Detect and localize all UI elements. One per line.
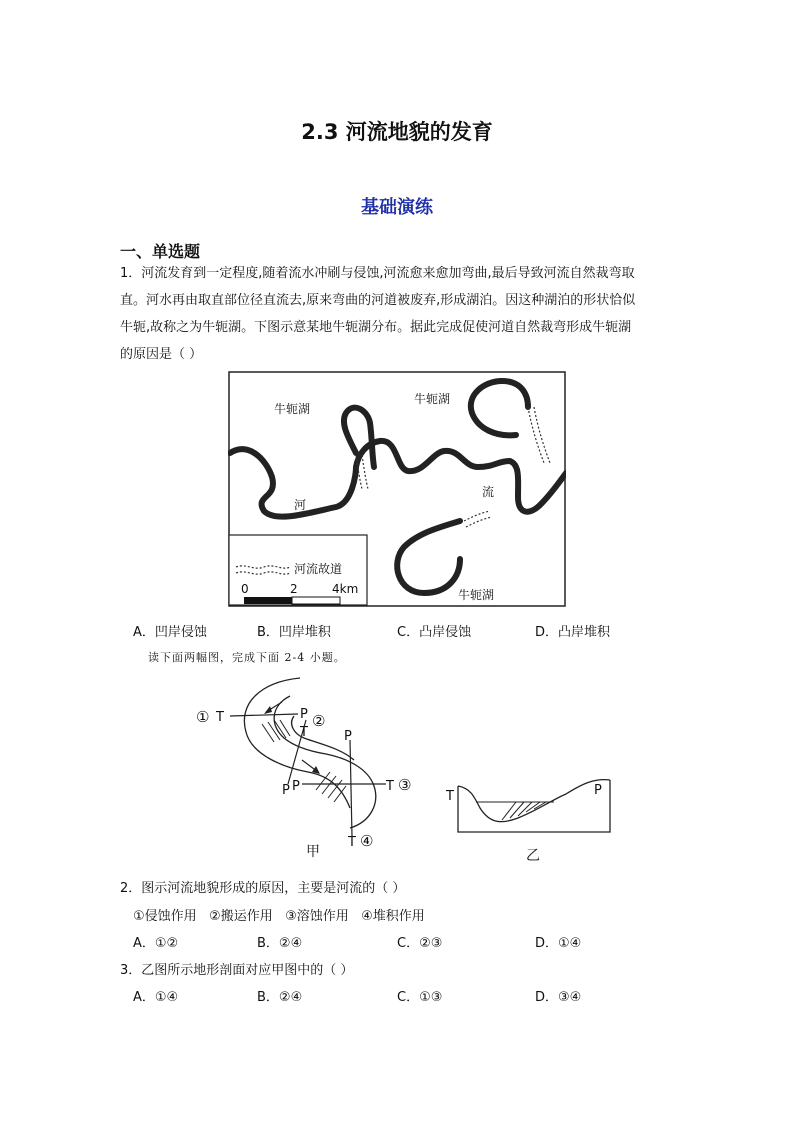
q1-line-1: 1．河流发育到一定程度,随着流水冲刷与侵蚀,河流愈来愈加弯曲,最后导致河流自然裁弯取: [120, 266, 635, 281]
label-he: 河: [294, 498, 307, 512]
yi-deposit-hatch: [502, 802, 546, 820]
label-circle-4: ④: [360, 832, 374, 850]
section-line-4: [350, 740, 352, 836]
yi-terrain: [458, 780, 610, 822]
label-p2: P: [282, 783, 290, 798]
q1-option-c[interactable]: C．凸岸侵蚀: [397, 625, 472, 640]
section-line-1: [230, 714, 298, 716]
q2-stem: 2．图示河流地貌形成的原因，主要是河流的（ ）: [120, 881, 406, 896]
q3-option-d[interactable]: D．③④: [535, 990, 582, 1005]
reading-note: 读下面两幅图，完成下面 2-4 小题。: [148, 651, 346, 664]
q2-option-d[interactable]: D．①④: [535, 936, 582, 951]
legend-old-channel: 河流故道: [294, 562, 343, 576]
label-p3: P: [292, 779, 300, 794]
page-title: 2.3 河流地貌的发育: [301, 120, 493, 144]
q2-items: ①侵蚀作用 ②搬运作用 ③溶蚀作用 ④堆积作用: [133, 909, 425, 924]
label-yi-t: T: [446, 789, 454, 804]
q1-option-d[interactable]: D．凸岸堆积: [535, 625, 611, 640]
label-yi: 乙: [526, 848, 540, 864]
section-heading: 一、单选题: [120, 242, 201, 261]
scale-0: 0: [241, 582, 249, 596]
label-liu: 流: [482, 485, 495, 499]
label-oxbow-2: 牛轭湖: [414, 392, 451, 406]
label-p1: P: [300, 707, 308, 722]
q2-option-b[interactable]: B．②④: [257, 936, 303, 951]
jia-deposit-hatch-2: [316, 772, 346, 802]
label-t3: T: [386, 779, 394, 794]
label-oxbow-3: 牛轭湖: [458, 588, 495, 602]
label-t4: T: [348, 835, 356, 850]
q1-line-4: 的原因是（ ）: [120, 347, 203, 362]
q2-option-c[interactable]: C．②③: [397, 936, 443, 951]
q1-line-3: 牛轭,故称之为牛轭湖。下图示意某地牛轭湖分布。据此完成促使河道自然裁弯形成牛轭湖: [120, 320, 632, 335]
q3-option-c[interactable]: C．①③: [397, 990, 443, 1005]
label-p4: P: [344, 729, 352, 744]
label-t1: T: [216, 710, 224, 725]
label-t2: T: [300, 725, 308, 740]
label-jia: 甲: [306, 844, 320, 860]
q1-option-a[interactable]: A．凹岸侵蚀: [133, 625, 207, 640]
oxbow-lake-map: [228, 371, 566, 607]
q3-option-b[interactable]: B．②④: [257, 990, 303, 1005]
label-circle-1: ①: [196, 708, 210, 726]
label-circle-3: ③: [398, 776, 412, 794]
label-circle-2: ②: [312, 712, 326, 730]
q3-option-a[interactable]: A．①④: [133, 990, 179, 1005]
label-yi-p: P: [594, 783, 602, 798]
scale-2: 2: [290, 582, 298, 596]
scale-bar-black: [244, 597, 292, 604]
river-profile-figure: [190, 668, 620, 868]
q1-line-2: 直。河水再由取直部位径直流去,原来弯曲的河道被废弃,形成湖泊。因这种湖泊的形状恰似: [120, 293, 636, 308]
label-oxbow-1: 牛轭湖: [274, 402, 311, 416]
q2-option-a[interactable]: A．①②: [133, 936, 179, 951]
scale-4km: 4km: [332, 582, 359, 596]
section-subtitle: 基础演练: [361, 197, 433, 218]
q1-option-b[interactable]: B．凹岸堆积: [257, 625, 331, 640]
scale-bar-white: [292, 597, 340, 604]
q3-stem: 3．乙图所示地形剖面对应甲图中的（ ）: [120, 963, 354, 978]
